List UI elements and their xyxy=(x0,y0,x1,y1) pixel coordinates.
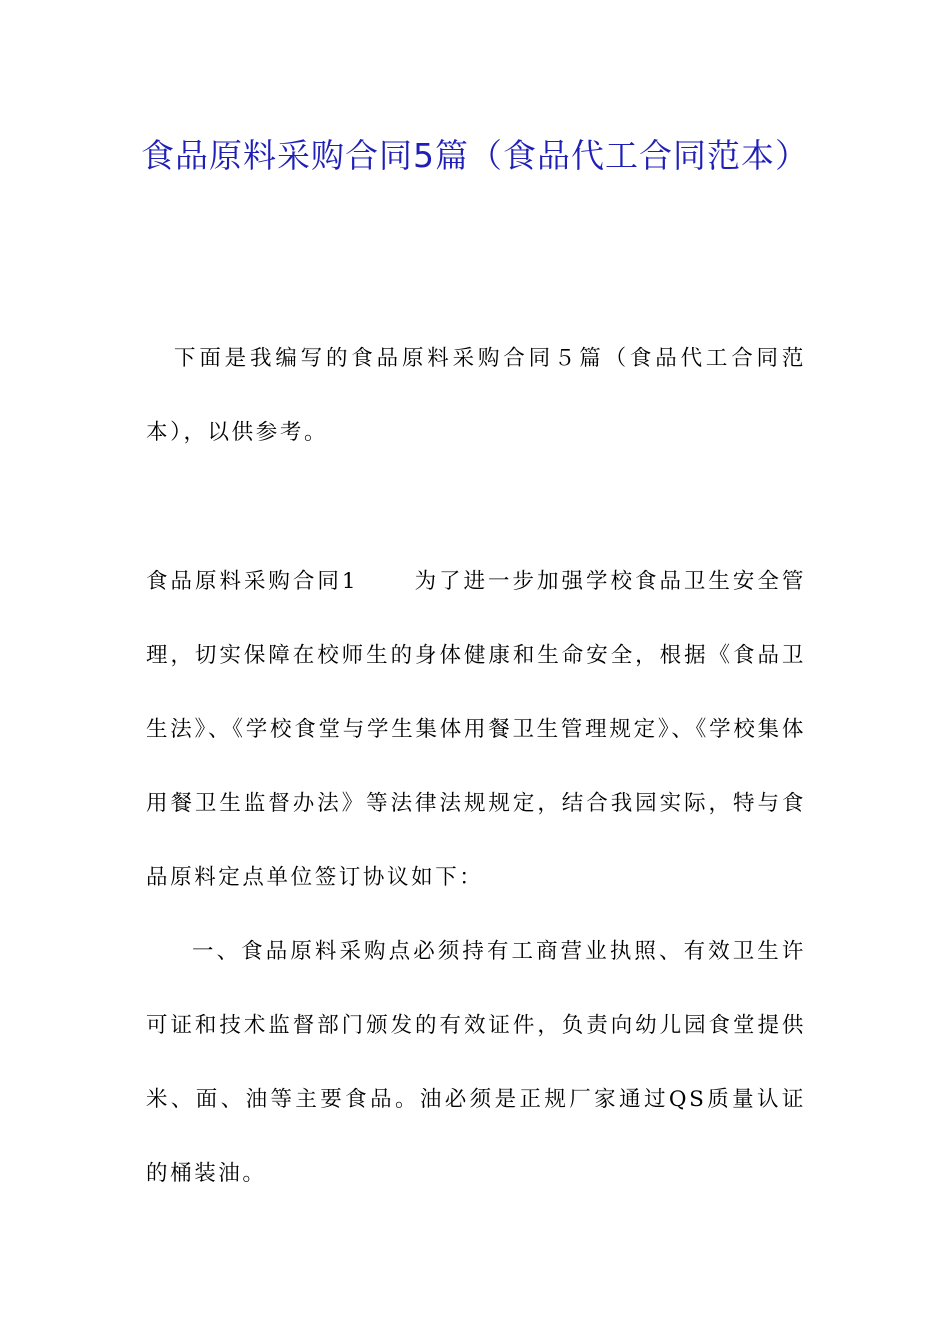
section-1-text: 为了进一步加强学校食品卫生安全管理，切实保障在校师生的身体健康和生命安全，根据《食品卫生法》、《学校食堂与学生集体用餐卫生管理规定》、《学校集体用餐卫生监督办法》等法律法规规定，结合我园实际，特与食品原料定点单位签订协议如下： xyxy=(146,569,806,890)
section-1-paragraph xyxy=(146,545,806,915)
intro-paragraph: 下面是我编写的食品原料采购合同５篇（食品代工合同范本），以供参考。 xyxy=(146,346,806,445)
section-1-heading: 食品原料采购合同1 xyxy=(146,569,359,594)
clause-1-paragraph: 一、食品原料采购点必须持有工商营业执照、有效卫生许可证和技术监督部门颁发的有效证件，负责向幼儿园食堂提供米、面、油等主要食品。油必须是正规厂家通过QS质量认证的桶装油。 xyxy=(146,939,806,1186)
document-title: 食品原料采购合同5篇（食品代工合同范本） xyxy=(141,136,809,175)
